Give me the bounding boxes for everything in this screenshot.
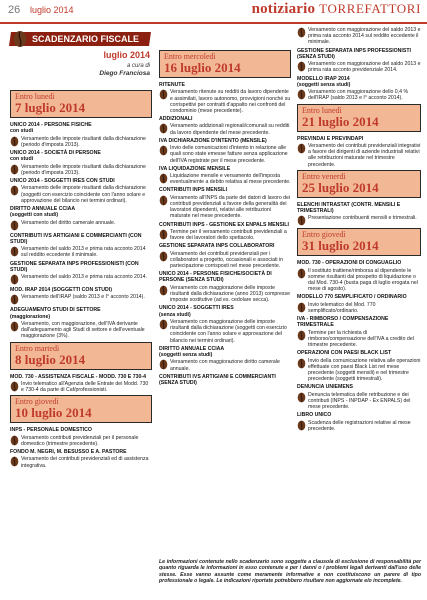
coffee-bean-icon [297, 420, 306, 431]
obligation-heading: MOD. IRAP 2014 (SOGGETTI CON STUDI) [10, 287, 112, 294]
obligation-text: Versamento con maggiorazione dello 0,4 % dell'IRAP (saldo 2013 e I° acconto 2014). [308, 89, 409, 102]
obligation-heading: ELENCHI INTRASTAT (CONTR. MENSILI E TRIMESTRALI) [297, 201, 401, 215]
obligation-text: Versamento con maggiorazione del saldo 2013 e prima rata acconto previdenziale 2014. [308, 61, 421, 74]
obligation-heading: CONTRIBUTI IVS ARTIGIANI E COMMERCIANTI (SENZA STUDI) [159, 373, 276, 387]
obligation-heading: CONTRIBUTI INPS MENSILI [159, 187, 228, 194]
obligation-text: Liquidazione mensile e versamento dell'imposta eventualmente a debito relativa al mese precedente. [170, 173, 291, 186]
deadline-weekday: Entro venerdì [302, 171, 346, 181]
coffee-bean-icon [297, 392, 306, 403]
obligation-subheading: (soggetti senza studi) [159, 352, 213, 359]
obligation-item [297, 358, 421, 383]
obligation-text: Scadenza delle registrazioni relative al mese precedente. [308, 419, 411, 432]
obligation-item [159, 319, 291, 344]
obligation-text: Versamento addizionali regionali/comunali su redditi da lavoro dipendente del mese precedente. [170, 123, 290, 136]
obligation-item [159, 123, 291, 135]
obligation-heading: UNICO 2014 - PERSONE FISICHE/SOCIETÀ DI PERSONE (SENZA STUDI) [159, 271, 272, 284]
obligation-item [297, 61, 421, 73]
obligation-text: Invio delle comunicazioni d'intento in relazione alle quali sono state emesse fatture senza applicazione dell'IVA registrate per il mese precedente. [170, 145, 288, 164]
deadline-date: 8 luglio 2014 [15, 351, 86, 367]
page-number: 26 [8, 4, 21, 16]
obligation-item [10, 294, 152, 305]
coffee-bean-icon [297, 302, 306, 313]
section-banner [10, 30, 154, 77]
obligation-heading: UNICO 2014 - SOGGETTI IRES CON STUDI [10, 178, 115, 184]
deadline-date: 21 luglio 2014 [302, 113, 379, 129]
deadline-date-box [10, 90, 152, 118]
coffee-bean-icon [297, 330, 306, 341]
obligation-text: Il sostituto trattiene/rimborsa al dipendente le somme risultanti dal prospetto di liquidazione o dal Mod. 730-4 (busta paga di luglio erogata nel mese di agosto). [308, 267, 418, 293]
obligation-heading: UNICO 2014 - SOGGETTI IRES [159, 305, 234, 312]
obligation-text: Invio telematico del Mod. 770 semplificato/ordinario. [308, 301, 376, 314]
banner-author: Diego Franciosa [99, 70, 150, 77]
coffee-bean-icon [10, 294, 19, 305]
obligation-text: Versamento del saldo 2013 e prima rata acconto 2014 sul reddito eccedente il minimale. [21, 246, 146, 259]
coffee-bean-icon [159, 359, 168, 370]
obligation-heading: DENUNCIA UNIEMENS [297, 384, 354, 391]
coffee-bean-icon [10, 274, 19, 285]
deadline-weekday: Entro lunedì [15, 92, 55, 101]
obligation-text: Versamento contributi previdenziali per il personale domestico (trimestre precedente). [21, 434, 139, 447]
coffee-bean-icon [10, 246, 19, 257]
coffee-bean-icon [159, 319, 168, 330]
obligation-item [297, 302, 421, 314]
obligation-heading: PREVINDAI E PREVINDAPI [297, 135, 364, 142]
coffee-bean-icon [12, 30, 28, 48]
obligation-text: Versamento delle imposte risultanti dalla dichiarazione (periodo d'imposta 2013). [21, 135, 146, 148]
deadline-date: 25 luglio 2014 [302, 179, 379, 195]
header-rule [0, 22, 427, 24]
obligation-text: Invio telematico all'Agenzia delle Entrate dei Modd. 730 e 730-4 da parte di Caf/professionisti. [21, 380, 149, 394]
disclaimer: Le informazioni contenute nello scadenzario sono soggette a clausola di esclusione di responsabilità per quanto riguarda le informazioni in esso contenute e per i danni o i problemi legali derivanti dall'uso delle stesse. Esse vanno assunte come meramente informative e non costituiscono un parere di tipo professionale o legale. Le indicazioni riportate potrebbero risultare non aggiornate e/o incomplete. [159, 559, 421, 585]
obligation-text: Versamento, con maggiorazione, dell'IVA derivante dall'adeguamento agli Studi di settore e dell'eventuale maggiorazione (3%). [21, 320, 145, 340]
obligation-subheading: (soggetti con studi) [10, 212, 59, 219]
obligation-item [297, 27, 421, 46]
deadline-date-box [297, 170, 421, 198]
obligation-subheading: con studi [10, 156, 34, 163]
masthead-bold: notiziario [251, 1, 316, 17]
coffee-bean-icon [159, 285, 168, 296]
coffee-bean-icon [297, 61, 306, 72]
page-header [0, 0, 427, 24]
masthead-light: TORREFATTORI [319, 1, 421, 16]
obligation-heading: MOD. 730 - OPERAZIONI DI CONGUAGLIO [297, 260, 402, 267]
obligation-text: Denuncia telematica delle retribuzione e dei contributi (INPS - INPDAP - Ex ENPALS) del mese precedente. [308, 391, 411, 411]
obligation-heading: INPS - PERSONALE DOMESTICO [10, 427, 92, 434]
banner-ribbon [9, 32, 151, 46]
deadline-date: 10 luglio 2014 [15, 405, 92, 421]
coffee-bean-icon [297, 358, 306, 369]
obligation-item [10, 456, 152, 468]
obligation-text: Versamento dei contributi previdenziali per i collaboratori a progetto, occasionali e associati in partecipazione corrisposti nel mese precedente. [170, 250, 284, 269]
obligation-subheading: con studi [10, 128, 34, 135]
obligation-heading: ADEGUAMENTO STUDI DI SETTORE [10, 307, 101, 314]
obligation-item [159, 145, 291, 164]
coffee-bean-icon [159, 229, 168, 240]
deadline-weekday: Entro mercoledì [164, 52, 216, 61]
obligation-text: Versamento dei contributi previdenziali integrativi a favore dei dirigenti di aziende industriali relativi alle retribuzioni maturate nel trimestre precedente. [308, 142, 421, 168]
obligation-subheading: (maggiorazione) [10, 313, 51, 320]
obligation-item [159, 359, 291, 371]
coffee-bean-icon [297, 215, 306, 226]
obligation-item [297, 330, 421, 349]
obligation-heading: RITENUTE [159, 82, 185, 88]
obligation-heading: CONTRIBUTI IVS ARTIGIANI E COMMERCIANTI (CON STUDI) [10, 232, 142, 245]
coffee-bean-icon [10, 185, 19, 196]
obligation-heading: GESTIONE SEPARATA INPS PROFESSIONISTI (SENZA STUDI) [297, 47, 411, 60]
deadline-weekday: Entro martedì [15, 343, 60, 353]
coffee-bean-icon [10, 220, 19, 231]
obligation-item [10, 185, 152, 204]
banner-title: SCADENZARIO FISCALE [32, 34, 140, 44]
obligation-item [10, 220, 152, 231]
obligation-text: Versamento con maggiorazione delle imposte risultanti dalla dichiarazione (anno 2013) compresse imposte sostitutive (ad es. cedolare secca). [170, 284, 290, 304]
obligation-item [297, 143, 421, 168]
obligation-text: Versamento con maggiorazione diritto camerale annuale. [170, 359, 280, 372]
obligation-text: Versamento dei contributi previdenziali ed di assistenza integrativa. [21, 456, 149, 469]
column-1 [10, 88, 152, 470]
obligation-item [159, 89, 291, 114]
obligation-text: Versamento ritenute su redditi da lavoro dipendente e assimilati, lavoro autonomo, provvigioni nonché su corrispettivi per contratti d'appalto nei confronti del condominio (mese precedente). [170, 89, 291, 114]
coffee-bean-icon [159, 195, 168, 206]
obligation-heading: IVA - RIMBORSO / COMPENSAZIONE TRIMESTRALE [297, 316, 389, 329]
obligation-text: Versamento all'INPS da parte dei datori di lavoro dei contributi previdenziali a favore della generalità dei lavoratori dipendenti, relativi alle retribuzioni maturate nel mese precedente. [170, 194, 291, 220]
deadline-date-box [159, 50, 291, 78]
obligation-text: Versamento del saldo 2013 e prima rata acconto 2014. [21, 274, 148, 281]
deadline-date: 7 luglio 2014 [15, 100, 86, 115]
obligation-item [159, 229, 291, 241]
coffee-bean-icon [159, 123, 168, 134]
coffee-bean-icon [297, 143, 306, 154]
obligation-item [10, 246, 152, 258]
coffee-bean-icon [10, 164, 19, 175]
obligation-heading: GESTIONE SEPARATA INPS PROFESSIONISTI (CON STUDI) [10, 260, 139, 273]
obligation-item [159, 173, 291, 185]
obligation-text: Invio della comunicazione relativa alle operazioni effettuate con paesi Black List nel mese precedente (soggetti mensili) e nel trimestre precedente (soggetti trimestrali). [308, 357, 421, 383]
obligation-item [297, 215, 421, 226]
obligation-item [297, 420, 421, 432]
issue-date: luglio 2014 [30, 5, 74, 15]
obligation-item [10, 136, 152, 148]
obligation-item [297, 392, 421, 411]
obligation-text: Presentazione contribuenti mensili e trimestrali. [308, 215, 417, 222]
obligation-text: Termine per la richiesta di rimborso/compensazione dell'IVA a credito del trimestre precedente. [308, 329, 414, 349]
deadline-weekday: Entro giovedì [15, 397, 59, 407]
coffee-bean-icon [10, 456, 19, 467]
coffee-bean-icon [10, 321, 19, 332]
obligation-text: Termine per il versamento contributi previdenziali a favore dei lavoratori dello spettacolo. [170, 228, 287, 242]
deadline-date: 31 luglio 2014 [302, 238, 379, 254]
magazine-masthead [252, 1, 421, 18]
obligation-heading: MOD. 730 - ASSISTENZA FISCALE - MODD. 730 E 730-4 [10, 373, 146, 380]
obligation-text: Versamento delle imposte risultanti dalla dichiarazione (soggetti con esercizio coincidente con l'anno solare e approvazione del bilancio nei termini ordinari). [21, 185, 146, 204]
obligation-heading: UNICO 2014 - PERSONE FISICHE [10, 122, 92, 128]
coffee-bean-icon [159, 173, 168, 184]
coffee-bean-icon [297, 268, 306, 279]
obligation-text: Versamento delle imposte risultanti dalla dichiarazione (periodo d'imposta 2013). [21, 163, 146, 176]
obligation-text: Versamento con maggiorazione del saldo 2013 e prima rata acconto 2014 sul reddito eccedente il minimale. [308, 27, 421, 46]
obligation-item [10, 381, 152, 393]
obligation-heading: UNICO 2014 - SOCIETÀ DI PERSONE [10, 150, 101, 156]
obligation-subheading: (senza studi) [159, 311, 191, 318]
coffee-bean-icon [10, 136, 19, 147]
obligation-heading: GESTIONE SEPARATA INPS COLLABORATORI [159, 243, 275, 250]
obligation-item [10, 274, 152, 285]
deadline-weekday: Entro giovedì [302, 230, 346, 240]
obligation-item [159, 195, 291, 220]
coffee-bean-icon [159, 251, 168, 262]
obligation-heading: MODELLO IRAP 2014 [297, 75, 350, 82]
obligation-heading: IVA LIQUIDAZIONE MENSILE [159, 165, 231, 172]
obligation-heading: ADDIZIONALI [159, 116, 193, 123]
coffee-bean-icon [159, 145, 168, 156]
coffee-bean-icon [297, 89, 306, 100]
obligation-heading: OPERAZIONI CON PAESI BLACK LIST [297, 350, 392, 357]
obligation-item [10, 164, 152, 176]
obligation-item [10, 321, 152, 340]
obligation-text: Versamento con maggiorazione delle imposte risultanti dalla dichiarazione (soggetti con esercizio coincidente con l'anno solare e approvazione del bilancio nei termini ordinari). [170, 318, 287, 344]
obligation-text: Versamento del diritto camerale annuale. [21, 219, 116, 226]
obligation-heading: DIRITTO ANNUALE CCIAA [10, 205, 76, 212]
obligation-heading: CONTRIBUTI INPS - GESTIONE EX ENPALS MENSILI [159, 221, 289, 228]
obligation-item [10, 435, 152, 447]
column-2 [159, 48, 291, 386]
deadline-date-box [297, 228, 421, 256]
obligation-subheading: (soggetti senza studi) [297, 81, 351, 88]
coffee-bean-icon [10, 435, 19, 446]
column-3 [297, 26, 421, 434]
obligation-heading: MODELLO 770 SEMPLIFICATO / ORDINARIO [297, 294, 407, 301]
obligation-heading: LIBRO UNICO [297, 412, 332, 419]
coffee-bean-icon [10, 381, 19, 392]
obligation-heading: IVA DICHIARAZIONE D'INTENTO (MENSILE) [159, 137, 267, 144]
banner-by: a cura di [126, 63, 150, 69]
obligation-item [297, 268, 421, 293]
obligation-item [297, 89, 421, 101]
banner-period: luglio 2014 [103, 50, 150, 60]
obligation-heading: FONDO M. NEGRI, M. BESUSSO E A. PASTORE [10, 449, 127, 455]
obligation-item [159, 285, 291, 304]
obligation-heading: DIRITTO ANNUALE CCIAA [159, 345, 225, 352]
deadline-date: 16 luglio 2014 [164, 60, 241, 75]
deadline-date-box [10, 342, 152, 370]
deadline-weekday: Entro lunedì [302, 105, 342, 115]
coffee-bean-icon [297, 27, 306, 38]
deadline-date-box [297, 104, 421, 132]
coffee-bean-icon [159, 89, 168, 100]
obligation-item [159, 251, 291, 270]
deadline-date-box [10, 395, 152, 423]
obligation-text: Versamento dell'IRAP (saldo 2013 e I° acconto 2014). [21, 294, 145, 301]
